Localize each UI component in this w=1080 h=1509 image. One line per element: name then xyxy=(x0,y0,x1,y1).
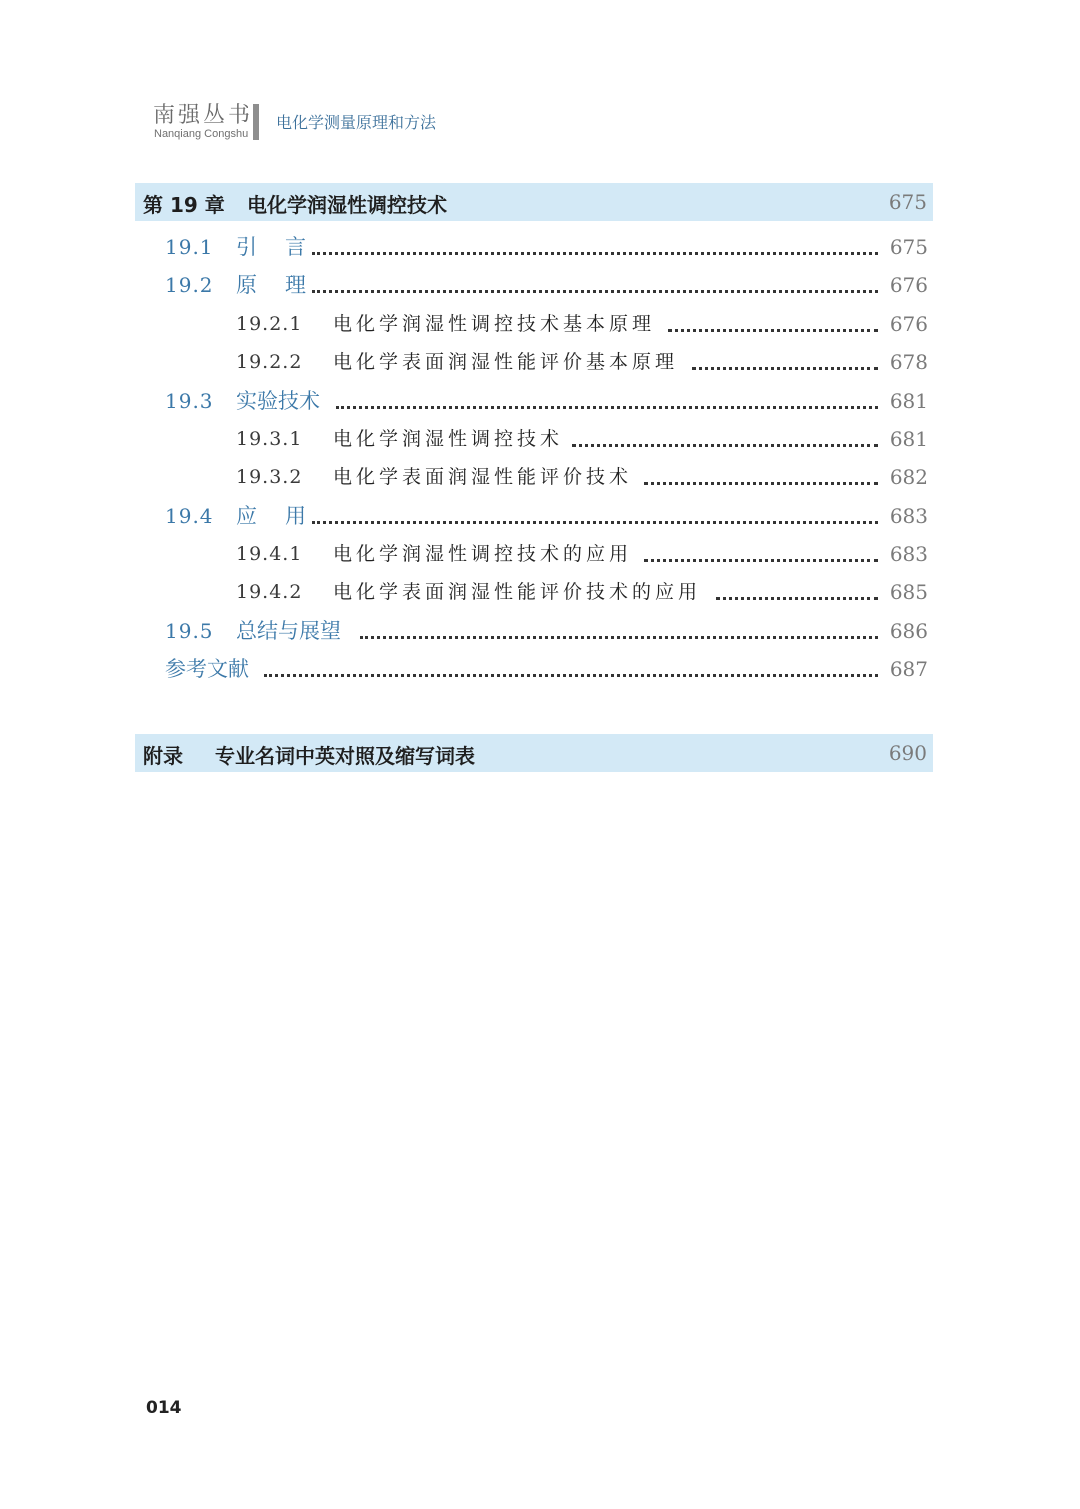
toc-entry-19-4-2[interactable] xyxy=(0,575,1080,609)
entry-number: 19.3.1 xyxy=(236,428,303,450)
toc-entry-19-4-1[interactable] xyxy=(0,537,1080,571)
toc-entry-19-2-1[interactable] xyxy=(0,307,1080,341)
dot-leader xyxy=(336,406,878,409)
entry-number: 19.4 xyxy=(165,504,214,528)
dot-leader xyxy=(360,636,878,639)
toc-entry-19-2-2[interactable] xyxy=(0,345,1080,379)
entry-title: 电化学表面润湿性能评价技术 xyxy=(333,466,633,488)
toc-entry-19-3[interactable] xyxy=(0,384,1080,418)
entry-title: 电化学润湿性调控技术基本原理 xyxy=(333,313,656,335)
entry-page: 681 xyxy=(889,427,928,451)
entry-title: 引言 xyxy=(236,235,334,259)
entry-title: 电化学表面润湿性能评价技术的应用 xyxy=(333,581,702,603)
entry-title: 电化学表面润湿性能评价基本原理 xyxy=(333,351,679,373)
entry-number: 19.3.2 xyxy=(236,466,303,488)
chapter-title: 电化学润湿性调控技术 xyxy=(247,193,447,217)
entry-page: 683 xyxy=(889,504,928,528)
entry-number: 19.3 xyxy=(165,389,214,413)
dot-leader xyxy=(312,290,878,293)
entry-page: 685 xyxy=(889,580,928,604)
entry-page: 681 xyxy=(889,389,928,413)
entry-page: 687 xyxy=(889,657,928,681)
entry-number: 19.4.2 xyxy=(236,581,303,603)
entry-title: 总结与展望 xyxy=(236,619,341,643)
entry-title: 原理 xyxy=(236,273,334,297)
entry-page: 683 xyxy=(889,542,928,566)
series-name: 南强丛书 xyxy=(153,103,254,128)
chapter-heading[interactable] xyxy=(135,183,933,221)
entry-title: 电化学润湿性调控技术的应用 xyxy=(333,543,633,565)
header-divider xyxy=(253,104,259,140)
toc-entry-19-3-2[interactable] xyxy=(0,460,1080,494)
entry-page: 676 xyxy=(889,312,928,336)
entry-number: 19.5 xyxy=(165,619,214,643)
entry-title: 参考文献 xyxy=(165,657,249,681)
dot-leader xyxy=(312,521,878,524)
toc-entry-references[interactable] xyxy=(0,652,1080,686)
appendix-page: 690 xyxy=(888,741,927,765)
appendix-label: 附录 xyxy=(143,744,183,768)
entry-page: 682 xyxy=(889,465,928,489)
dot-leader xyxy=(644,482,878,485)
dot-leader xyxy=(644,559,878,562)
page-number: 014 xyxy=(146,1398,182,1418)
entry-number: 19.1 xyxy=(165,235,214,259)
entry-title: 应用 xyxy=(236,504,334,528)
appendix-title: 专业名词中英对照及缩写词表 xyxy=(215,744,475,768)
chapter-number: 第 19 章 xyxy=(143,193,225,217)
toc-entry-19-5[interactable] xyxy=(0,614,1080,648)
toc-entry-19-3-1[interactable] xyxy=(0,422,1080,456)
entry-page: 686 xyxy=(889,619,928,643)
entry-number: 19.4.1 xyxy=(236,543,303,565)
appendix-heading[interactable] xyxy=(135,734,933,772)
dot-leader xyxy=(668,329,878,332)
series-name-pinyin: Nanqiang Congshu xyxy=(154,128,249,140)
dot-leader xyxy=(312,252,878,255)
dot-leader xyxy=(716,597,878,600)
dot-leader xyxy=(692,367,878,370)
entry-number: 19.2 xyxy=(165,273,214,297)
chapter-page: 675 xyxy=(888,190,927,214)
toc-entry-19-2[interactable] xyxy=(0,268,1080,302)
entry-number: 19.2.2 xyxy=(236,351,303,373)
book-title: 电化学测量原理和方法 xyxy=(276,113,437,132)
entry-number: 19.2.1 xyxy=(236,313,303,335)
entry-page: 676 xyxy=(889,273,928,297)
entry-page: 675 xyxy=(889,235,928,259)
entry-page: 678 xyxy=(889,350,928,374)
dot-leader xyxy=(572,444,878,447)
toc-entry-19-1[interactable] xyxy=(0,230,1080,264)
entry-title: 电化学润湿性调控技术 xyxy=(333,428,564,450)
toc-entry-19-4[interactable] xyxy=(0,499,1080,533)
dot-leader xyxy=(264,674,878,677)
entry-title: 实验技术 xyxy=(236,389,320,413)
